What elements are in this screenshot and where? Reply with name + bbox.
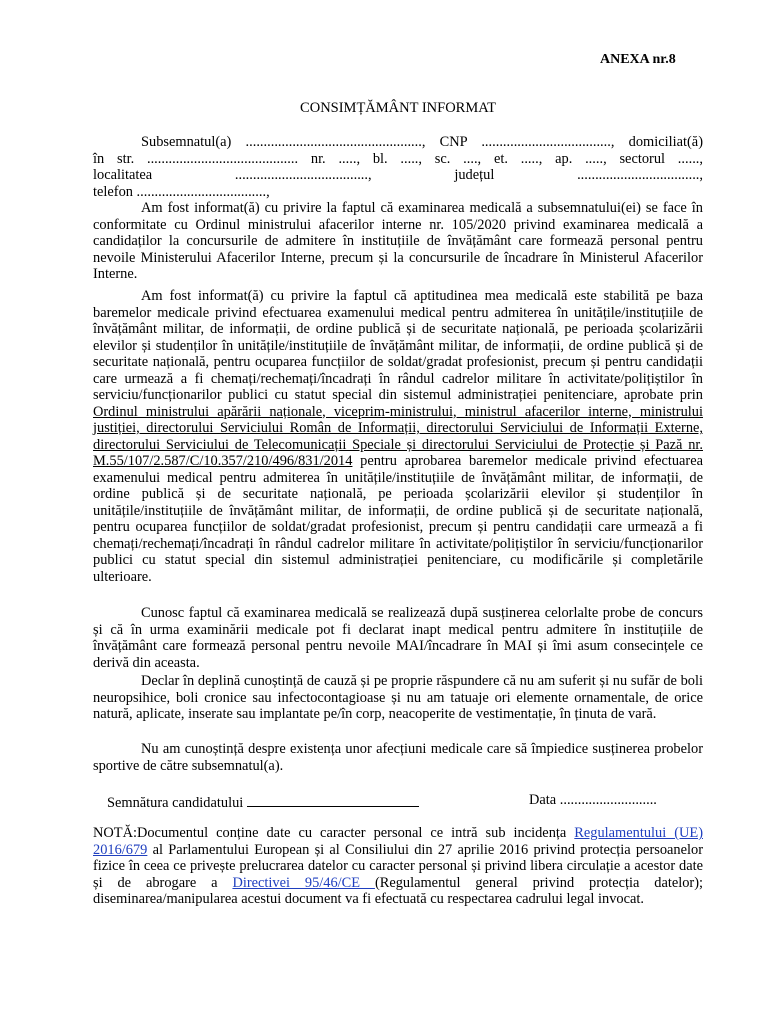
date-field[interactable]: Data ...........................: [529, 792, 657, 808]
gdpr-note-suffix: (Regulamentul general privind protecția datelor); diseminarea/manipularea acestui document va fi efectuată cu respectarea cadrului legal invocat.: [93, 874, 703, 907]
directive-link[interactable]: Directivei 95/46/CE: [232, 874, 375, 891]
identification-line-address[interactable]: în str. .......................................... nr. ....., bl. ....., sc. ...., et. ....., ap. ....., sectorul ......,: [93, 150, 703, 167]
annex-number: ANEXA nr.8: [600, 52, 676, 67]
gdpr-note: [93, 825, 703, 908]
paragraph-exam-timing: Cunosc faptul că examinarea medicală se realizează după susținerea celorlalte probe de concurs și că în urma examinării medicale pot fi declarat inapt medical pentru admitere în instituțiile de învățământ care formează personal pentru nevoile MAI/încadrare în MAI și îmi asum consecințele ce derivă din aceasta.: [93, 605, 703, 671]
paragraph-medical-exam-order: Am fost informat(ă) cu privire la faptul că examinarea medicală a subsemnatului(ei) se face în conformitate cu Ordinul ministrului afacerilor interne nr. 105/2020 privind examinarea medicală a candidaților la concursurile de admitere în instituțiile de învățământ care formează personal pentru nevoile Ministerului Afacerilor Interne, precum și la concursurile de încadrare în Ministerul Afacerilor Interne.: [93, 200, 703, 282]
identification-line-name[interactable]: Subsemnatul(a) ................................................., CNP ...................................., domiciliat(ă): [141, 134, 703, 150]
identification-block: [93, 134, 703, 200]
signature-label: Semnătura candidatului: [107, 795, 244, 811]
regulation-eu-link[interactable]: Regulamentului (UE) 2016/679: [93, 825, 703, 858]
joint-order-reference: Ordinul ministrului apărării naționale, viceprim-ministrului, ministrul afacerilor interne, ministrului justiției, directorului Serviciului Român de Informații, directorului Serviciului de Informații Externe, directorului Serviciului de Telecomunicații Speciale și directorului Serviciului de Protecție și Pază nr. M.55/107/2.587/C/10.357/210/496/831/2014: [93, 403, 703, 469]
paragraph-sports-tests: Nu am cunoștință despre existența unor afecțiuni medicale care să împiedice susținerea probelor sportive de către subsemnatul(a).: [93, 741, 703, 774]
gdpr-note-prefix: NOTĂ:Documentul conține date cu caracter personal ce intră sub incidența: [93, 825, 575, 841]
paragraph-medical-aptitude: [93, 288, 703, 585]
paragraph-medical-aptitude-start: Am fost informat(ă) cu privire la faptul că aptitudinea mea medicală este stabilită pe baza baremelor medicale privind efectuarea examenului medical pentru admiterea în unitățile/instituțiile de învățământ militar, de informații, de ordine publică și de securitate națională, pe perioada școlarizării elevilor și studenților în unitățile/instituțiile de învățământ militar, de informații, de ordine publică și de securitate națională, pentru ocuparea funcțiilor de soldat/gradat profesionist, precum și pentru candidații care urmează a fi chemați/rechemați/încadrați în rândul cadrelor militare în activitate/polițiștilor în serviciu/funcționarilor publici cu statut special din sistemul administrației penitenciare, aprobate prin: [93, 288, 703, 403]
identification-line-locality[interactable]: localitatea ....................................., județul ..................................,: [93, 167, 703, 183]
paragraph-declaration: Declar în deplină cunoștință de cauză și pe proprie răspundere că nu am suferit și nu sufăr de boli neuropsihice, boli cronice sau infectocontagioase și nu am tatuaje ori elemente ornamentale, de orice natură, aplicate, inserate sau implantate pe/în corp, neacoperite de vestimentație, în ținuta de vară.: [93, 673, 703, 722]
signature-field[interactable]: [247, 792, 419, 807]
signature-row: [107, 792, 419, 812]
date-row: [529, 792, 657, 809]
gdpr-note-middle: al Parlamentului European și al Consiliului din 27 aprilie 2016 privind protecția persoanelor fizice în ceea ce privește prelucrarea datelor cu caracter personal și privind libera circulație a acestor date și de abrogare a: [93, 841, 703, 891]
identification-line-phone[interactable]: telefon ....................................,: [93, 183, 270, 200]
paragraph-medical-aptitude-end: pentru aprobarea baremelor medicale privind efectuarea examenului medical pentru admiterea în unitățile/instituțiile de învățământ militar, de informații, de ordine publică și de securitate națională, pe perioada școlarizării elevilor și studenților în unitățile/instituțiile de învățământ militar, de informații, de ordine publică și de securitate națională, pentru ocuparea funcțiilor de soldat/gradat profesionist, precum și pentru candidații care urmează a fi chemați/rechemați/încadrați în rândul cadrelor militare în activitate/polițiștilor în serviciu/funcționarilor publici cu statut special din sistemul administrației penitenciare, cu modificările și completările ulterioare.: [93, 453, 703, 585]
document-title: CONSIMȚĂMÂNT INFORMAT: [300, 100, 496, 116]
